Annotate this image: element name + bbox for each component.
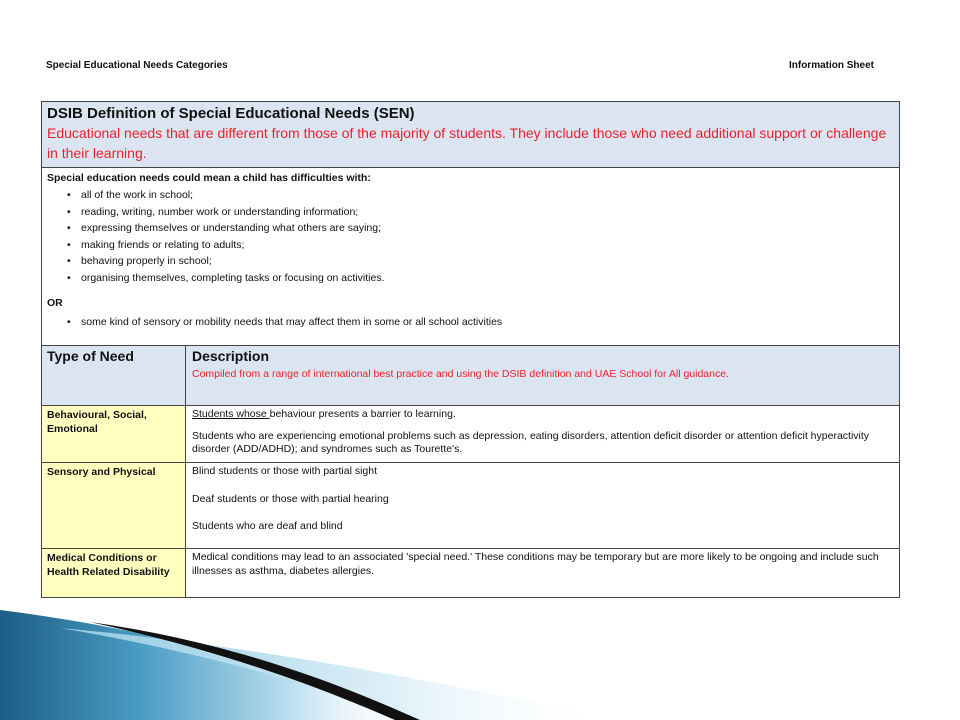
list-item: • expressing themselves or understanding what others are saying; [67, 220, 894, 237]
column-header-type: Type of Need [42, 346, 186, 406]
needs-intro: Special education needs could mean a child has difficulties with: [47, 172, 371, 184]
definition-title: DSIB Definition of Special Educational Needs (SEN) [47, 105, 415, 122]
list-item: • reading, writing, number work or understanding information; [67, 204, 894, 221]
sen-info-table [41, 101, 900, 598]
needs-list [47, 187, 894, 286]
description-line: Students who are experiencing emotional problems such as depression, eating disorders, attention deficit disorder or attention deficit hyperactivity disorder (ADD/ADHD); and syndromes such as Tourette's. [192, 429, 870, 455]
document-title: Special Educational Needs Categories [46, 60, 228, 71]
description-heading: Description [192, 348, 270, 364]
list-item: • all of the work in school; [67, 187, 894, 204]
need-type-cell: Medical Conditions or Health Related Disability [42, 549, 186, 598]
list-item: • organising themselves, completing tasks or focusing on activities. [67, 270, 894, 287]
description-line: Deaf students or those with partial hearing [192, 492, 389, 505]
description-line: Blind students or those with partial sight [192, 465, 378, 477]
need-type-cell: Behavioural, Social, Emotional [42, 406, 186, 463]
description-line: Medical conditions may lead to an associated 'special need.' These conditions may be temporary but are more likely to be ongoing and include such illnesses as asthma, diabetes allergies. [192, 551, 879, 577]
list-item: • behaving properly in school; [67, 253, 894, 270]
need-description-cell [186, 549, 900, 598]
table-row [42, 463, 900, 549]
list-item: • making friends or relating to adults; [67, 237, 894, 254]
needs-row [42, 168, 900, 346]
description-line: Students who are deaf and blind [192, 520, 343, 532]
definition-cell [42, 102, 900, 168]
needs-cell [42, 168, 900, 346]
or-list [47, 314, 894, 331]
or-label: OR [47, 297, 63, 309]
table-header-row [42, 346, 900, 406]
underlined-lead: Students whose [192, 408, 270, 420]
need-type-cell: Sensory and Physical [42, 463, 186, 549]
description-line [192, 408, 893, 422]
definition-text: Educational needs that are different from those of the majority of students. They include those who need additional support or challenge in their learning. [47, 125, 887, 161]
definition-row [42, 102, 900, 168]
description-line-rest: behaviour presents a barrier to learning. [269, 408, 456, 420]
table-row [42, 406, 900, 463]
need-description-cell [186, 406, 900, 463]
slide-decoration-swoosh [0, 600, 960, 720]
description-note: Compiled from a range of international best practice and using the DSIB definition and UAE School for All guidance. [192, 368, 729, 380]
document-type-label: Information Sheet [788, 60, 874, 71]
need-description-cell [186, 463, 900, 549]
list-item: • some kind of sensory or mobility needs that may affect them in some or all school activities [67, 314, 894, 331]
table-row [42, 549, 900, 598]
column-header-description [186, 346, 900, 406]
page-header [46, 58, 874, 74]
